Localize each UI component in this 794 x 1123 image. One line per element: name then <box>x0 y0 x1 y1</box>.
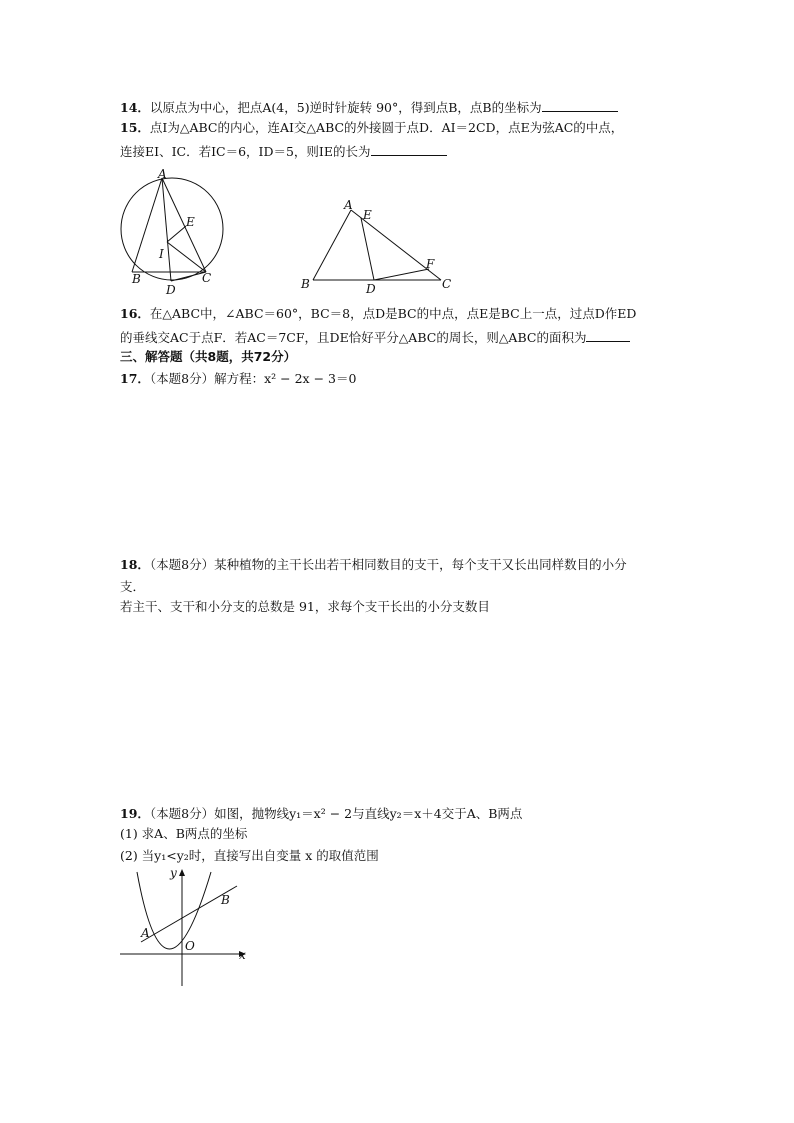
question-text: 以原点为中心，把点A(4，5)逆时针旋转 90°，得到点B，点B的坐标为 <box>149 100 542 115</box>
section-heading: 三、解答题（共8题，共72分） <box>120 349 297 364</box>
label-I: I <box>159 247 164 261</box>
label-E: E <box>363 208 372 222</box>
question-15 <box>120 120 623 136</box>
label-B: B <box>132 272 141 286</box>
question-number: 14． <box>120 100 150 115</box>
question-number: 17． <box>120 371 150 386</box>
question-16 <box>120 306 636 322</box>
sub-question-2: (2) 当y₁<y₂时，直接写出自变量 x 的取值范围 <box>120 848 379 863</box>
question-18-line3 <box>120 599 490 615</box>
segment-IE <box>167 226 186 242</box>
question-18 <box>120 557 627 573</box>
question-text-line3: 若主干、支干和小分支的总数是 91，求每个支干长出的小分支数目 <box>120 599 490 614</box>
label-C: C <box>442 277 452 291</box>
label-D: D <box>366 282 376 296</box>
label-B: B <box>221 893 230 907</box>
label-x-axis: x <box>239 948 246 962</box>
question-15-line2 <box>120 142 447 160</box>
label-E: E <box>186 215 195 229</box>
answer-blank <box>542 98 618 112</box>
segment-AB <box>313 210 351 280</box>
question-14 <box>120 98 618 116</box>
label-A: A <box>141 926 150 940</box>
question-text-line1: 点I为△ABC的内心，连AI交△ABC的外接圆于点D．AI＝2CD，点E为弦AC的中点， <box>149 120 624 135</box>
segment-DF <box>374 269 429 280</box>
question-text-line2: 的垂线交AC于点F．若AC＝7CF，且DE恰好平分△ABC的周长，则△ABC的面积为 <box>120 330 587 345</box>
question-19-sub2 <box>120 848 379 864</box>
figure-16-triangle-diagram <box>298 196 468 296</box>
label-B: B <box>301 277 310 291</box>
question-17 <box>120 371 356 387</box>
figure-15-circle-diagram <box>110 168 240 298</box>
question-19-sub1 <box>120 826 247 842</box>
segment-IC <box>167 242 206 272</box>
answer-blank <box>586 328 630 342</box>
question-text-line2: 连接EI、IC．若IC＝6，ID＝5，则IE的长为 <box>120 144 371 159</box>
question-text-line1: （本题8分）如图，抛物线y₁＝x² − 2与直线y₂＝x＋4交于A、B两点 <box>149 806 523 821</box>
question-16-line2 <box>120 328 630 346</box>
question-text-line2: 支． <box>120 579 146 594</box>
label-D: D <box>166 283 176 297</box>
question-number: 16． <box>120 306 150 321</box>
label-A: A <box>344 198 353 212</box>
circumcircle <box>121 178 223 280</box>
label-A: A <box>158 167 167 181</box>
question-text: （本题8分）解方程：x² − 2x − 3＝0 <box>149 371 357 386</box>
label-F: F <box>426 257 435 271</box>
label-origin: O <box>185 939 195 953</box>
sub-question-1: (1) 求A、B两点的坐标 <box>120 826 248 841</box>
segment-ED <box>361 218 374 280</box>
segment-DC <box>171 272 206 281</box>
question-19 <box>120 806 522 822</box>
answer-blank <box>371 142 447 156</box>
label-y-axis: y <box>170 866 177 880</box>
question-number: 15． <box>120 120 150 135</box>
question-number: 18． <box>120 557 150 572</box>
y-axis-arrow <box>179 869 185 876</box>
question-18-line2 <box>120 579 145 595</box>
question-number: 19． <box>120 806 150 821</box>
question-text-line1: 在△ABC中，∠ABC＝60°，BC＝8，点D是BC的中点，点E是BC上一点，过点D作ED <box>149 306 637 321</box>
figure-19-graph <box>115 866 255 996</box>
label-C: C <box>202 271 212 285</box>
question-text-line1: （本题8分）某种植物的主干长出若干相同数目的支干，每个支干又长出同样数目的小分 <box>149 557 627 572</box>
